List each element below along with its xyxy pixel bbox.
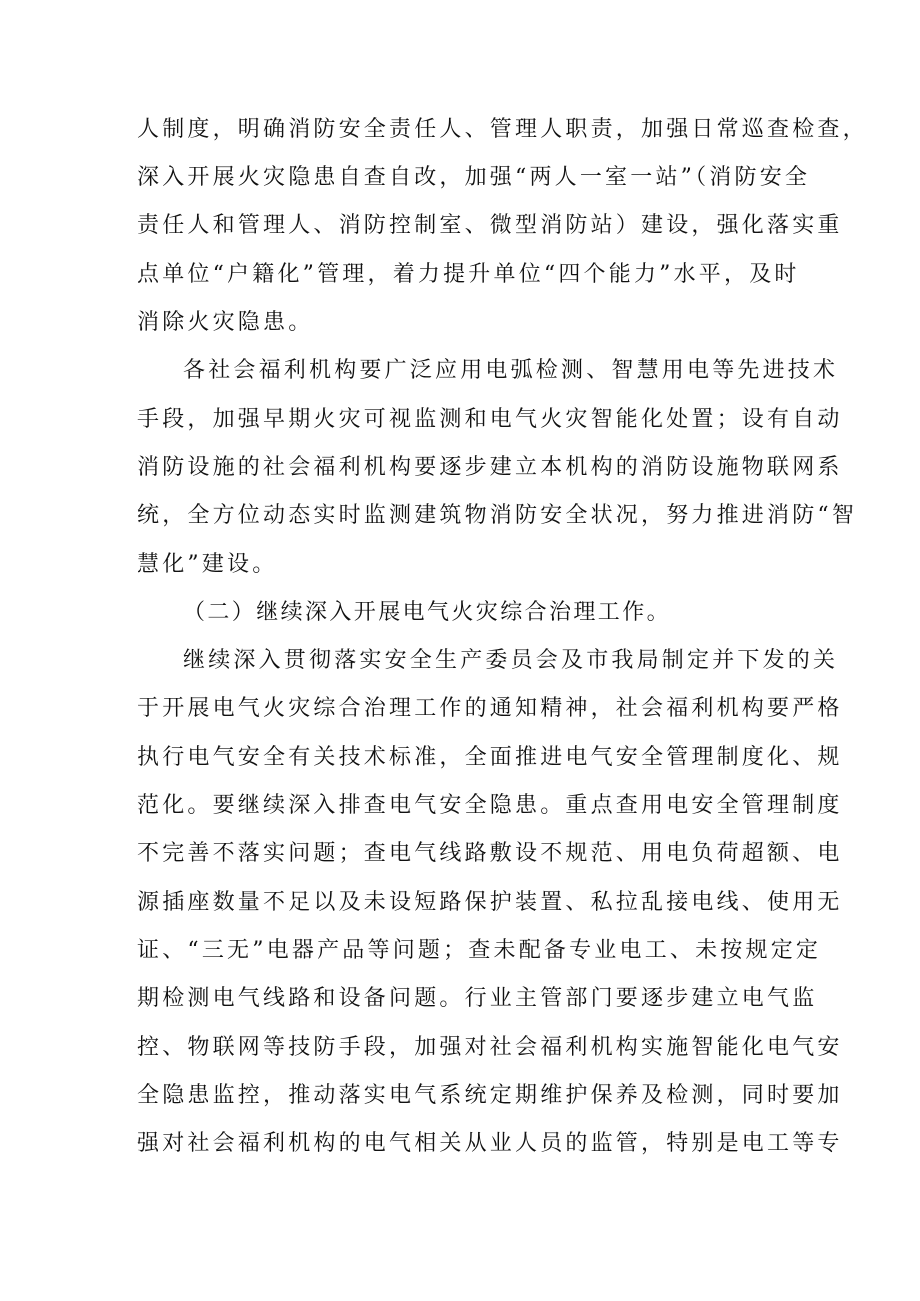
paragraph-first-line: 各社会福利机构要广泛应用电弧检测、智慧用电等先进技术 xyxy=(183,358,839,383)
body-text-line: 期检测电气线路和设备问题。行业主管部门要逐步建立电气监 xyxy=(137,986,818,1011)
body-text-line: 于开展电气火灾综合治理工作的通知精神，社会福利机构要严格 xyxy=(137,696,843,721)
body-text-line: 消除火灾隐患。 xyxy=(137,310,314,335)
body-text-line: 不完善不落实问题；查电气线路敷设不规范、用电负荷超额、电 xyxy=(137,841,843,866)
body-text-line: 手段，加强早期火灾可视监测和电气火灾智能化处置；设有自动 xyxy=(137,407,843,432)
body-text-line: 人制度，明确消防安全责任人、管理人职责，加强日常巡查检查， xyxy=(137,117,868,142)
body-text-line: 控、物联网等技防手段，加强对社会福利机构实施智能化电气安 xyxy=(137,1035,843,1060)
body-text-line: 消防设施的社会福利机构要逐步建立本机构的消防设施物联网系 xyxy=(137,455,843,480)
body-text-line: 深入开展火灾隐患自查自改，加强“两人一室一站”（消防安全 xyxy=(137,165,811,190)
paragraph-first-line: 继续深入贯彻落实安全生产委员会及市我局制定并下发的关 xyxy=(183,648,839,673)
body-text-line: 强对社会福利机构的电气相关从业人员的监管，特别是电工等专 xyxy=(137,1131,843,1156)
body-text-line: 统，全方位动态实时监测建筑物消防安全状况，努力推进消防“智 xyxy=(137,503,858,528)
section-heading: （二）继续深入开展电气火灾综合治理工作。 xyxy=(183,600,672,625)
body-text-line: 源插座数量不足以及未设短路保护装置、私拉乱接电线、使用无 xyxy=(137,890,843,915)
body-text-line: 范化。要继续深入排查电气安全隐患。重点查用电安全管理制度 xyxy=(137,793,843,818)
body-text-line: 执行电气安全有关技术标准，全面推进电气安全管理制度化、规 xyxy=(137,745,843,770)
body-text-line: 点单位“户籍化”管理，着力提升单位“四个能力”水平，及时 xyxy=(137,262,800,287)
body-text-line: 慧化”建设。 xyxy=(137,552,278,577)
body-text-line: 证、“三无”电器产品等问题；查未配备专业电工、未按规定定 xyxy=(137,938,822,963)
body-text-line: 全隐患监控，推动落实电气系统定期维护保养及检测，同时要加 xyxy=(137,1083,843,1108)
body-text-line: 责任人和管理人、消防控制室、微型消防站）建设，强化落实重 xyxy=(137,213,843,238)
